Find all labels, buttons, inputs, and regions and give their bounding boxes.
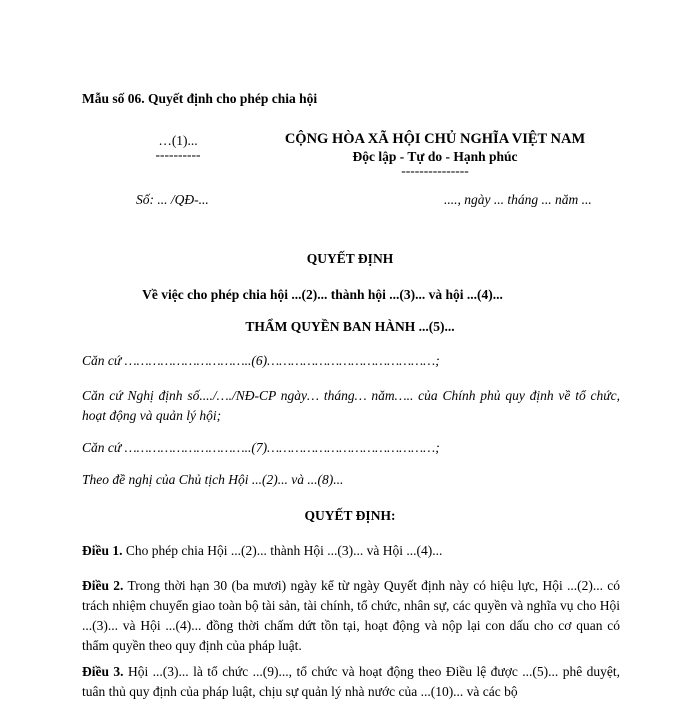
article-3-label: Điều 3.	[82, 664, 124, 679]
national-header	[270, 131, 600, 177]
article-2	[82, 576, 620, 656]
issuing-org-placeholder: …(1)...	[158, 133, 198, 148]
legal-basis-2: Căn cứ Nghị định số..../…./NĐ-CP ngày… tháng… năm….. của Chính phủ quy định về tổ chức, hoạt động và quản lý hội;	[82, 388, 620, 423]
article-1-label: Điều 1.	[82, 543, 123, 558]
legal-basis-1: Căn cứ …………………………..(6)……………………………………;	[82, 353, 440, 368]
form-title: Mẫu số 06. Quyết định cho phép chia hội	[82, 91, 318, 106]
article-2-label: Điều 2.	[82, 578, 124, 593]
article-1-text: Cho phép chia Hội ...(2)... thành Hội ...(3)... và Hội ...(4)...	[122, 543, 443, 558]
decision-title: QUYẾT ĐỊNH	[306, 251, 394, 266]
article-1	[82, 541, 620, 561]
proposal-basis: Theo đề nghị của Chủ tịch Hội ...(2)... và ...(8)...	[82, 472, 344, 487]
document-number: Số: ... /QĐ-...	[136, 192, 209, 207]
issuing-org-block	[128, 133, 228, 161]
issuing-authority: THẨM QUYỀN BAN HÀNH ...(5)...	[245, 319, 455, 334]
decision-subject: Về việc cho phép chia hội ...(2)... thành hội ...(3)... và hội ...(4)...	[142, 287, 503, 302]
article-3-text: Hội ...(3)... là tổ chức ...(9)..., tổ chức và hoạt động theo Điều lệ được ...(5)... phê duyệt, tuân thủ quy định của pháp luật, chịu sự quản lý nhà nước của ...(10)... và các bộ	[82, 664, 621, 699]
decide-heading: QUYẾT ĐỊNH:	[304, 508, 396, 523]
legal-basis-3: Căn cứ …………………………..(7)……………………………………;	[82, 440, 440, 455]
country-name: CỘNG HÒA XÃ HỘI CHỦ NGHĨA VIỆT NAM	[284, 131, 586, 147]
national-motto: Độc lập - Tự do - Hạnh phúc	[352, 149, 518, 164]
article-3	[82, 662, 620, 702]
issuing-org-rule: ----------	[155, 147, 201, 162]
motto-rule: ---------------	[401, 163, 469, 178]
article-2-text: Trong thời hạn 30 (ba mươi) ngày kể từ ngày Quyết định này có hiệu lực, Hội ...(2)... có trách nhiệm chuyển giao toàn bộ tài sản, tài chính, tổ chức, nhân sự, các quyền và nghĩa vụ cho Hội ...(3)... và Hội ...(4)... đồng thời chấm dứt tồn tại, hoạt động và nộp lại con dấu cho cơ quan có thẩm quyền theo quy định của pháp luật.	[82, 578, 620, 653]
document-date: ...., ngày ... tháng ... năm ...	[444, 192, 592, 207]
